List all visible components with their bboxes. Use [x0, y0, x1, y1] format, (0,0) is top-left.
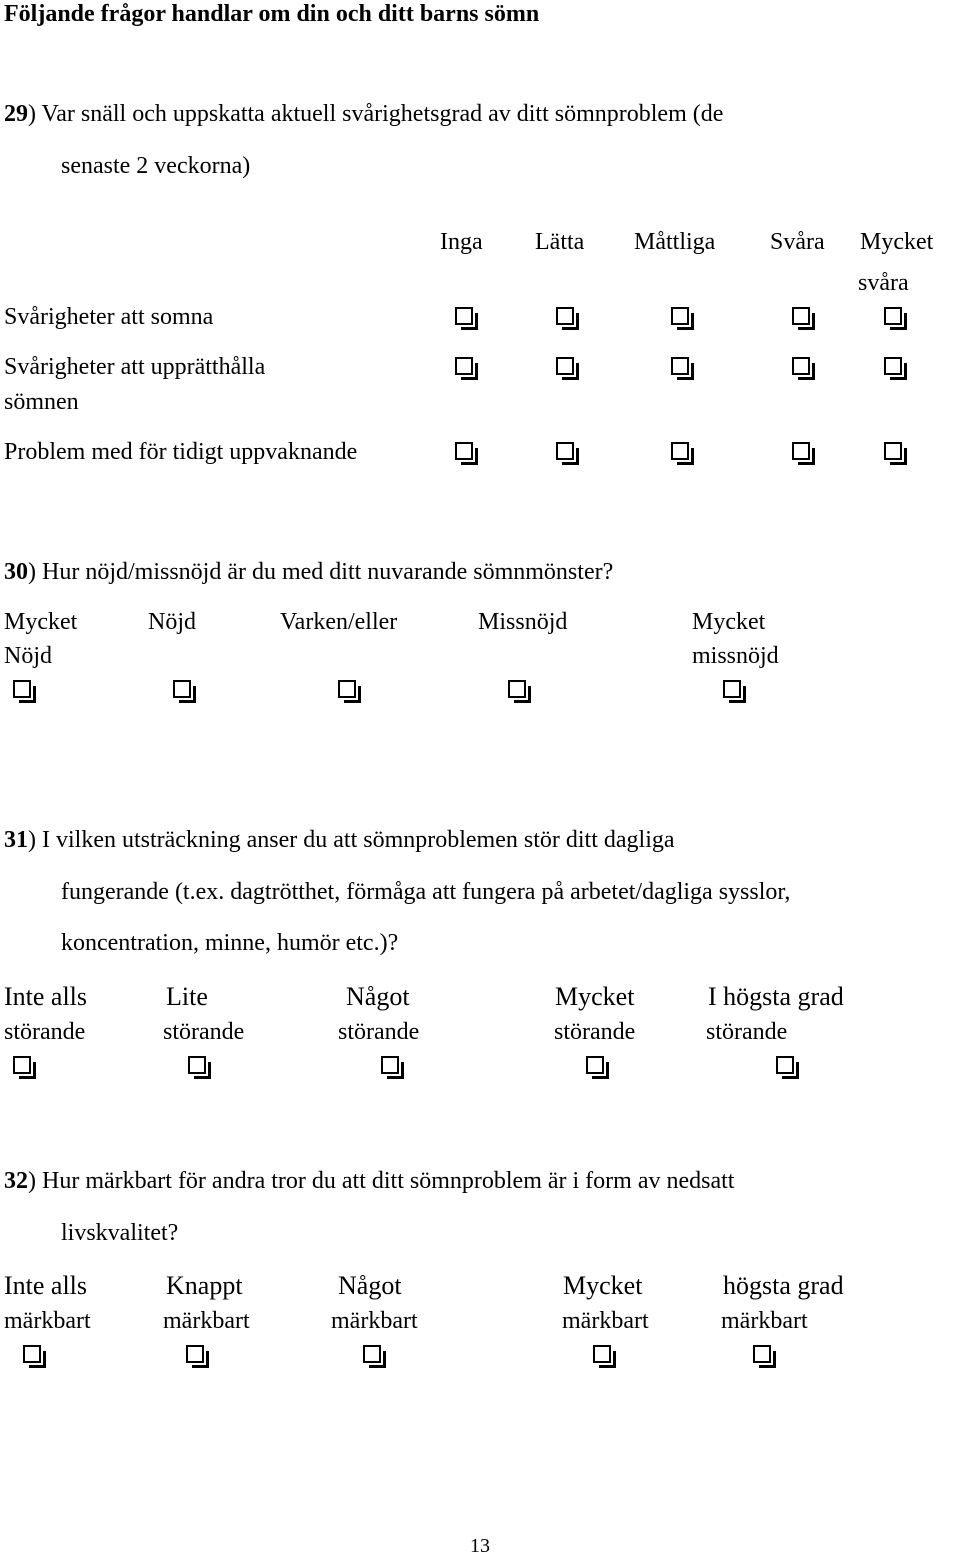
- scale-label-mycket: Mycket: [860, 229, 934, 255]
- q31-option-3-line1: Något: [346, 982, 410, 1011]
- q30-option-4-label: Missnöjd: [478, 609, 568, 635]
- q30-checkbox-3[interactable]: [338, 680, 356, 698]
- row-label-somna: Svårigheter att somna: [4, 304, 214, 330]
- q29-row3-checkbox-2[interactable]: [556, 442, 574, 460]
- q29-row3-checkbox-1[interactable]: [455, 442, 473, 460]
- q31-option-1-line2: störande: [4, 1019, 86, 1045]
- row-label-uppratthalla: Svårigheter att upprätthålla: [4, 354, 266, 380]
- question-29-number: 29: [4, 101, 28, 127]
- q32-checkbox-4[interactable]: [593, 1345, 611, 1363]
- q29-row3-checkbox-4[interactable]: [792, 442, 810, 460]
- scale-label-mycket-svara: svåra: [858, 270, 909, 296]
- page-number: 13: [470, 1535, 490, 1557]
- section-heading: Följande frågor handlar om din och ditt barns sömn: [4, 1, 540, 27]
- scale-label-latta: Lätta: [535, 229, 585, 255]
- q31-checkbox-2[interactable]: [188, 1056, 206, 1074]
- question-31-number: 31: [4, 827, 28, 853]
- q32-option-1-line2: märkbart: [4, 1308, 91, 1334]
- question-29-line2: senaste 2 veckorna): [61, 153, 251, 179]
- scale-label-mattliga: Måttliga: [634, 229, 716, 255]
- q30-option-5-line1: Mycket: [692, 609, 766, 635]
- q32-option-4-line1: Mycket: [563, 1271, 643, 1300]
- q31-option-5-line2: störande: [706, 1019, 788, 1045]
- q31-option-4-line2: störande: [554, 1019, 636, 1045]
- q30-checkbox-1[interactable]: [13, 680, 31, 698]
- q30-checkbox-4[interactable]: [508, 680, 526, 698]
- question-32-line2: livskvalitet?: [61, 1220, 179, 1246]
- q32-checkbox-2[interactable]: [186, 1345, 204, 1363]
- q32-option-3-line1: Något: [338, 1271, 402, 1300]
- question-31-line2: fungerande (t.ex. dagtrötthet, förmåga att fungera på arbetet/dagliga sysslor,: [61, 879, 791, 905]
- question-30: [4, 560, 613, 584]
- q32-checkbox-3[interactable]: [363, 1345, 381, 1363]
- q30-checkbox-2[interactable]: [173, 680, 191, 698]
- q29-row2-checkbox-4[interactable]: [792, 357, 810, 375]
- q29-row2-checkbox-1[interactable]: [455, 357, 473, 375]
- q30-option-1-line2: Nöjd: [4, 643, 52, 669]
- q32-checkbox-5[interactable]: [753, 1345, 771, 1363]
- question-32-line1: [4, 1169, 734, 1193]
- question-31-line3: koncentration, minne, humör etc.)?: [61, 930, 399, 956]
- question-31-line1: [4, 828, 675, 852]
- question-32-number: 32: [4, 1168, 28, 1194]
- q29-row1-checkbox-5[interactable]: [884, 307, 902, 325]
- q32-option-3-line2: märkbart: [331, 1308, 418, 1334]
- q32-option-5-line2: märkbart: [721, 1308, 808, 1334]
- q32-option-5-line1: högsta grad: [723, 1271, 844, 1300]
- q30-option-2-label: Nöjd: [148, 609, 196, 635]
- q31-option-4-line1: Mycket: [555, 982, 635, 1011]
- q29-row1-checkbox-1[interactable]: [455, 307, 473, 325]
- q31-option-5-line1: I högsta grad: [708, 982, 844, 1011]
- q29-row2-checkbox-5[interactable]: [884, 357, 902, 375]
- q32-option-2-line2: märkbart: [163, 1308, 250, 1334]
- q31-option-2-line1: Lite: [166, 982, 208, 1011]
- q32-option-4-line2: märkbart: [562, 1308, 649, 1334]
- question-31-text: ) I vilken utsträckning anser du att sömnproblemen stör ditt dagliga: [28, 827, 675, 853]
- q31-checkbox-1[interactable]: [13, 1056, 31, 1074]
- q32-option-2-line1: Knappt: [166, 1271, 243, 1300]
- q32-option-1-line1: Inte alls: [4, 1271, 88, 1300]
- question-30-number: 30: [4, 559, 28, 585]
- row-label-uppratthalla-line2: sömnen: [4, 389, 79, 415]
- q31-option-3-line2: störande: [338, 1019, 420, 1045]
- q29-row2-checkbox-2[interactable]: [556, 357, 574, 375]
- q30-option-1-line1: Mycket: [4, 609, 78, 635]
- scale-label-inga: Inga: [440, 229, 483, 255]
- question-30-text: ) Hur nöjd/missnöjd är du med ditt nuvarande sömnmönster?: [28, 559, 614, 585]
- q31-option-2-line2: störande: [163, 1019, 245, 1045]
- q30-option-5-line2: missnöjd: [692, 643, 779, 669]
- scale-label-svara: Svåra: [770, 229, 825, 255]
- q29-row3-checkbox-5[interactable]: [884, 442, 902, 460]
- question-29-line1: [4, 102, 723, 126]
- row-label-uppvaknande: Problem med för tidigt uppvaknande: [4, 439, 358, 465]
- q29-row3-checkbox-3[interactable]: [671, 442, 689, 460]
- q29-row1-checkbox-2[interactable]: [556, 307, 574, 325]
- q30-option-3-label: Varken/eller: [280, 609, 398, 635]
- question-32-text: ) Hur märkbart för andra tror du att ditt sömnproblem är i form av nedsatt: [28, 1168, 735, 1194]
- q30-checkbox-5[interactable]: [723, 680, 741, 698]
- q31-option-1-line1: Inte alls: [4, 982, 88, 1011]
- q31-checkbox-5[interactable]: [776, 1056, 794, 1074]
- q32-checkbox-1[interactable]: [23, 1345, 41, 1363]
- q31-checkbox-4[interactable]: [586, 1056, 604, 1074]
- q29-row1-checkbox-4[interactable]: [792, 307, 810, 325]
- q31-checkbox-3[interactable]: [381, 1056, 399, 1074]
- question-29-text: ) Var snäll och uppskatta aktuell svårighetsgrad av ditt sömnproblem (de: [28, 101, 724, 127]
- q29-row2-checkbox-3[interactable]: [671, 357, 689, 375]
- q29-row1-checkbox-3[interactable]: [671, 307, 689, 325]
